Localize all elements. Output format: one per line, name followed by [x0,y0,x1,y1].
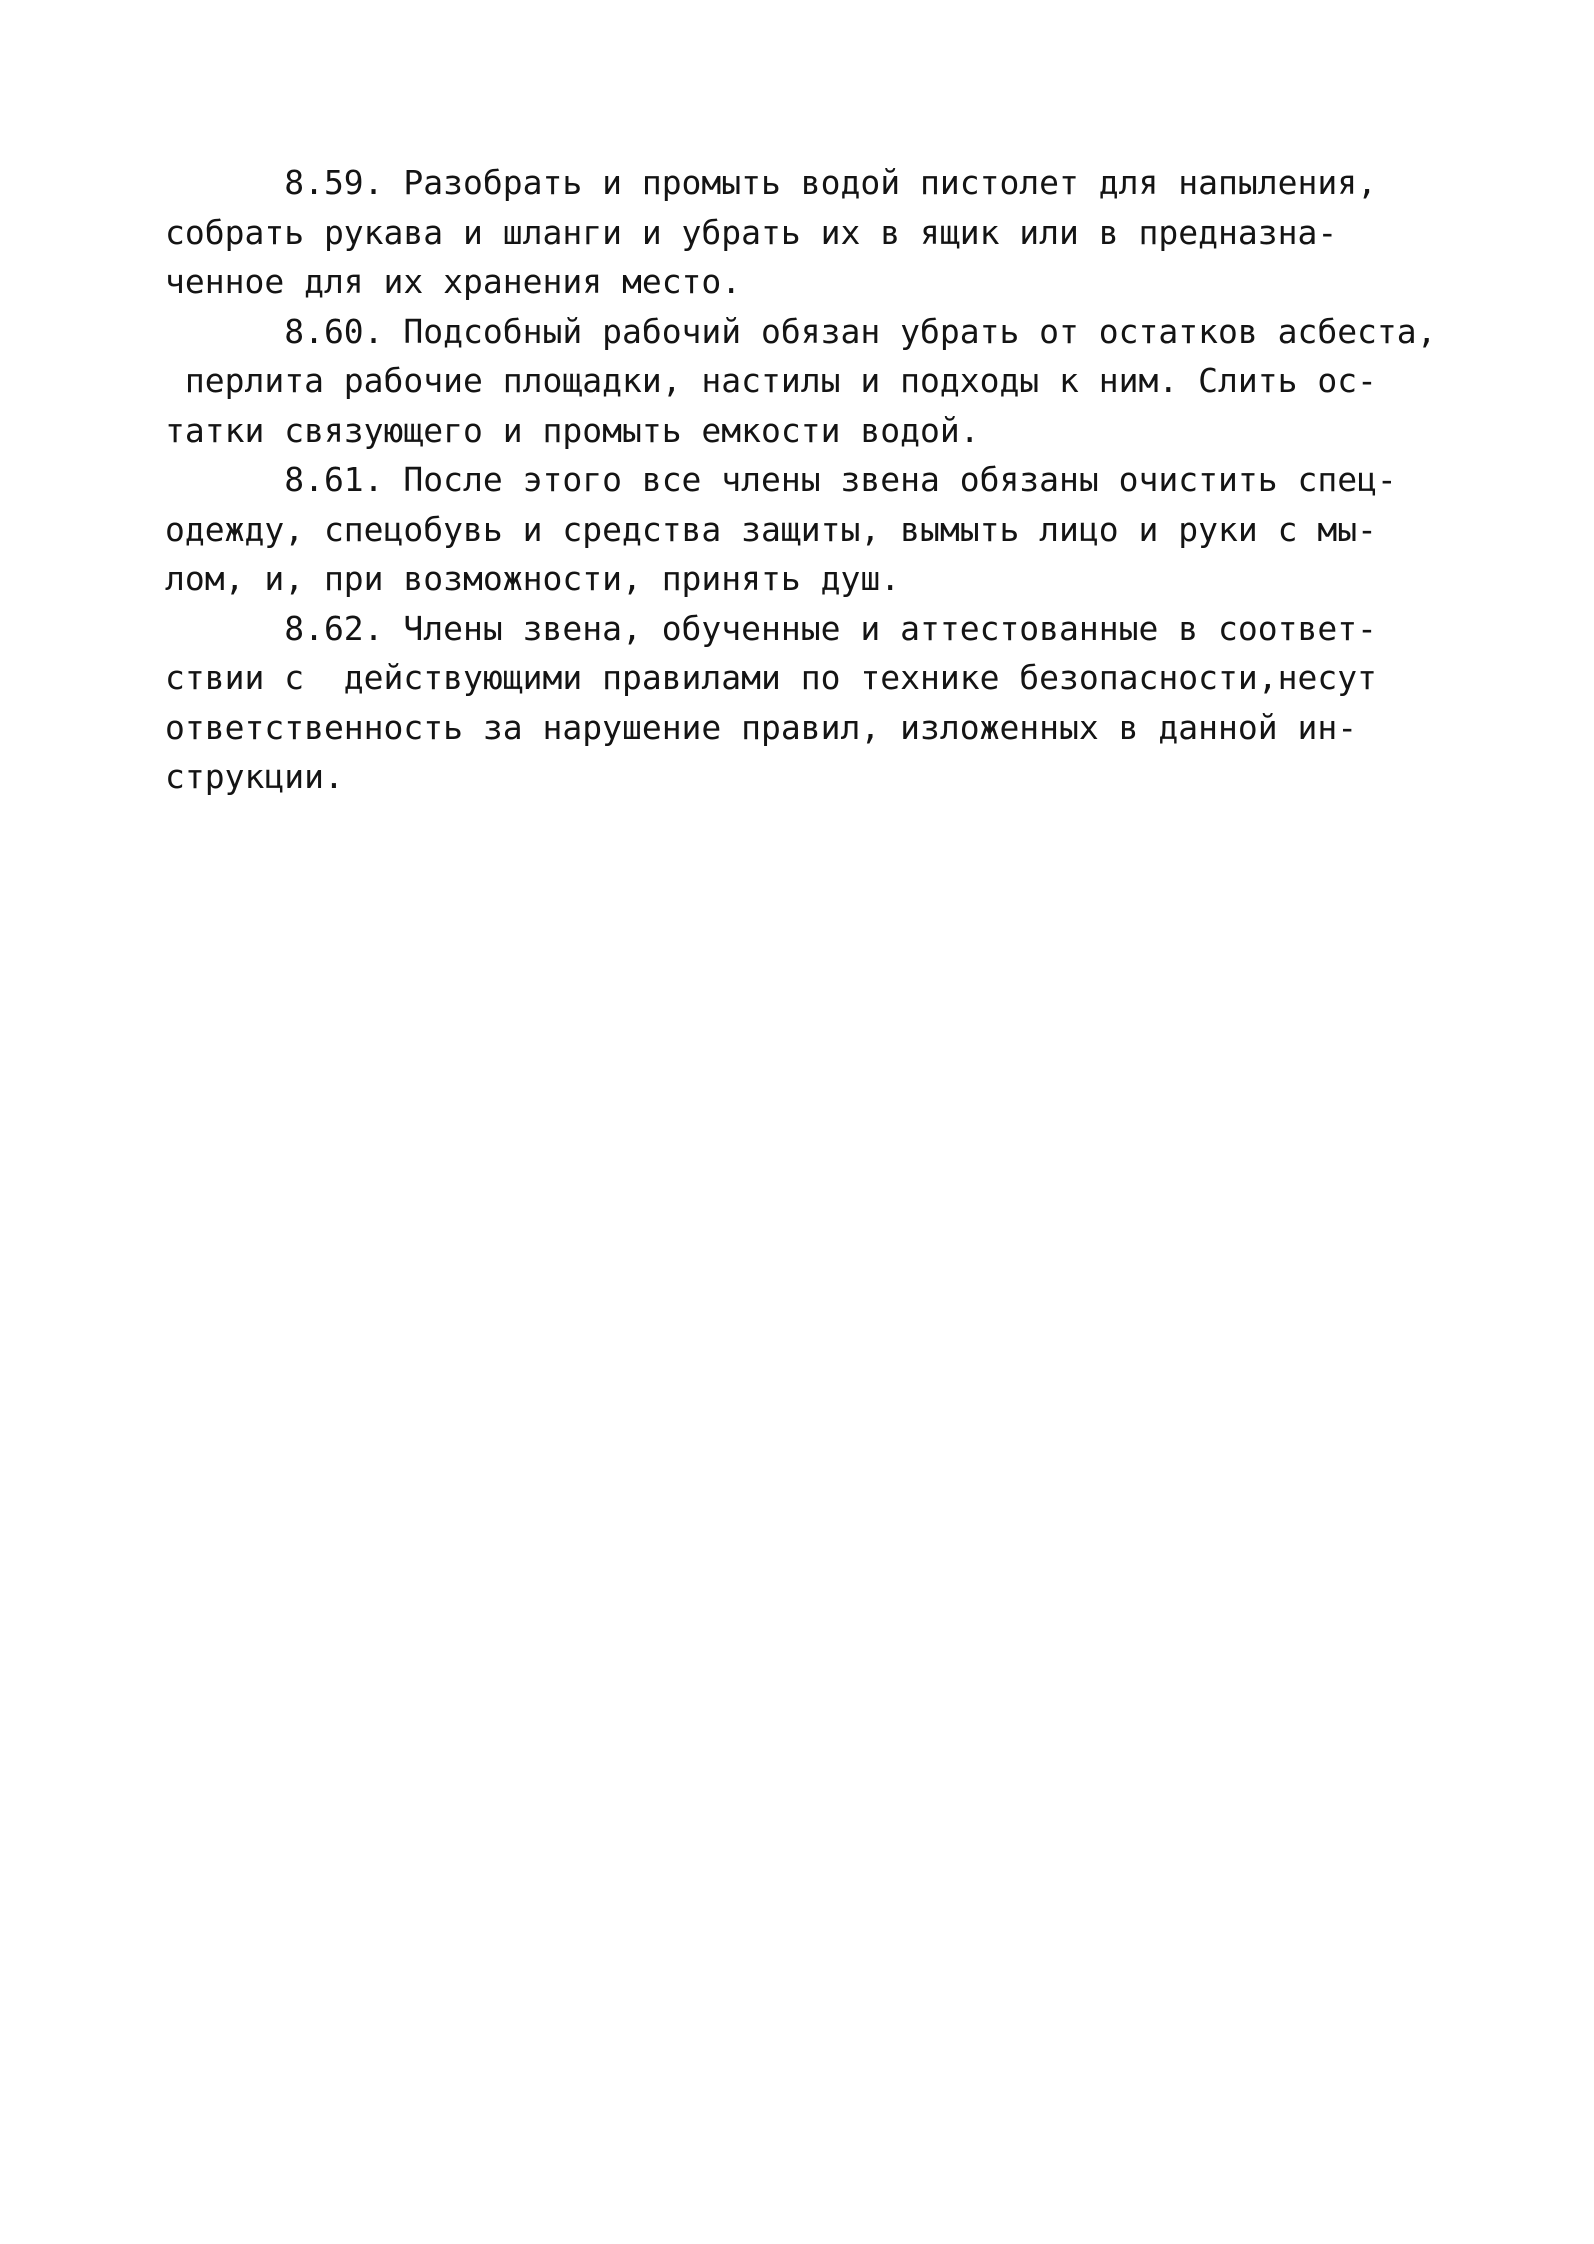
text-line: ствии с действующими правилами по технике безопасности,несут [165,658,1377,697]
text-line: татки связующего и промыть емкости водой. [165,410,980,450]
text-line: собрать рукава и шланги и убрать их в ящик или в предназна- [165,212,1338,252]
text-line: одежду, спецобувь и средства защиты, вымыть лицо и руки с мы- [165,509,1377,549]
text-line: 8.61. После этого все члены звена обязаны очистить спец- [165,460,1397,499]
text-line: перлита рабочие площадки, настилы и подходы к ним. Слить ос- [165,361,1377,400]
text-line: ответственность за нарушение правил, изложенных в данной ин- [165,707,1358,747]
text-line: 8.59. Разобрать и промыть водой пистолет для напыления, [165,163,1377,202]
text-line: лом, и, при возможности, принять душ. [165,559,901,598]
document-text [165,158,1455,802]
text-line: 8.60. Подсобный рабочий обязан убрать от остатков асбеста, [165,311,1437,351]
text-line: 8.62. Члены звена, обученные и аттестованные в соответ- [165,608,1377,648]
text-line: струкции. [165,757,344,796]
text-line: ченное для их хранения место. [165,262,742,301]
